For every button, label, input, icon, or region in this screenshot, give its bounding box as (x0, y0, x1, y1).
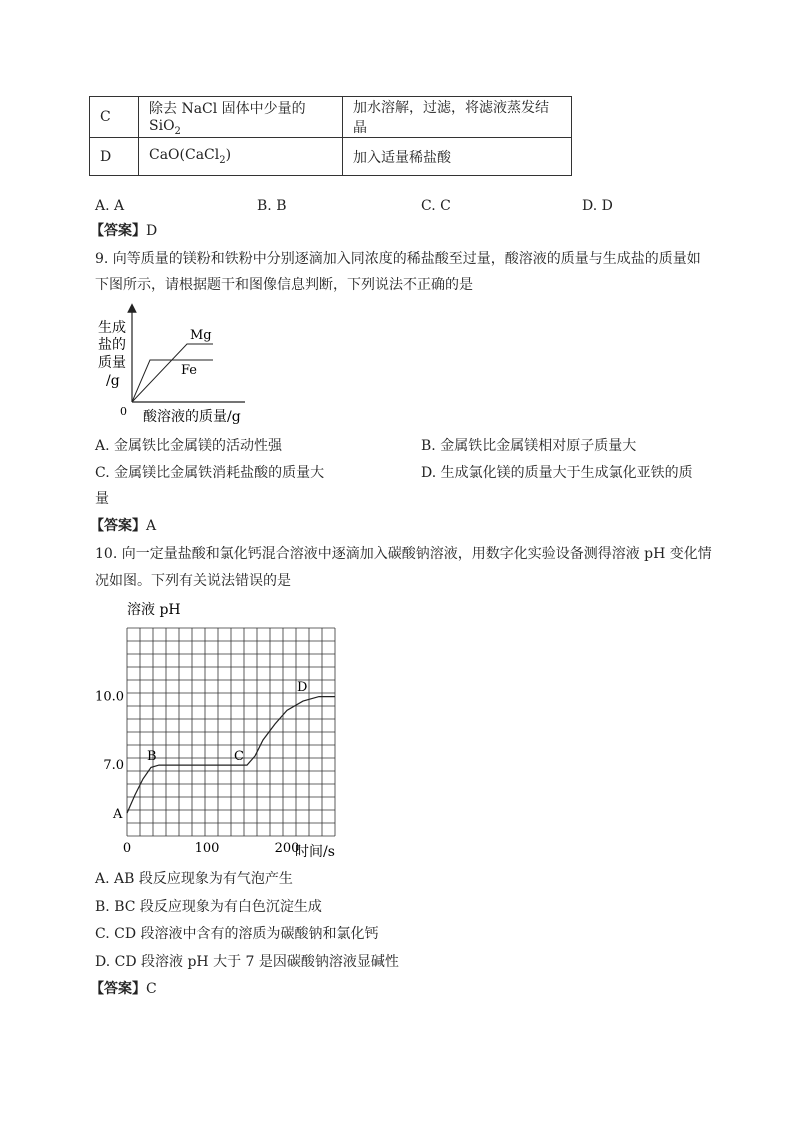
tick-labels (95, 690, 299, 856)
option-cell: C (90, 97, 139, 138)
q9-choice-d: D. 生成氯化镁的质量大于生成氯化亚铁的质 (421, 465, 693, 481)
method-cell: 加入适量稀盐酸 (343, 138, 572, 176)
x-tick-label: 100 (194, 841, 220, 856)
y-label-4: /g (106, 373, 120, 389)
q10-choice-d: D. CD 段溶液 pH 大于 7 是因碳酸钠溶液显碱性 (95, 954, 399, 970)
x-axis-label: 时间/s (295, 844, 335, 860)
point-label-a: A (113, 807, 123, 823)
option-cell: D (90, 138, 139, 176)
q9-stem-line2: 下图所示，请根据题干和图像信息判断，下列说法不正确的是 (95, 277, 473, 293)
q10-stem-line2: 况如图。下列有关说法错误的是 (95, 573, 291, 589)
y-label-3: 质量 (98, 355, 126, 371)
q8-choice-c: C. C (421, 198, 451, 214)
fe-label: Fe (181, 363, 198, 378)
q8-choice-b: B. B (257, 198, 287, 214)
fe-line (132, 360, 213, 402)
q9-choice-d-cont: 量 (95, 491, 109, 507)
q8-answer: 【答案】D (90, 223, 158, 239)
x-label: 酸溶液的质量/g (143, 409, 241, 425)
q10-choice-c: C. CD 段溶液中含有的溶质为碳酸钠和氯化钙 (95, 926, 379, 942)
origin-label: 0 (120, 405, 127, 418)
q10-choice-b: B. BC 段反应现象为有白色沉淀生成 (95, 899, 322, 915)
item-cell: 除去 NaCl 固体中少量的 SiO$_2$ (139, 97, 343, 138)
y-tick-label: 7.0 (103, 758, 124, 774)
q9-answer: 【答案】A (90, 518, 157, 534)
y-label-2: 盐的 (98, 337, 126, 353)
point-label-b: B (147, 749, 157, 765)
q9-choice-b: B. 金属铁比金属镁相对原子质量大 (421, 438, 637, 454)
x-tick-label: 200 (274, 841, 300, 856)
point-label-d: D (297, 680, 308, 696)
q9-graph (95, 302, 255, 427)
q9-choice-c: C. 金属镁比金属铁消耗盐酸的质量大 (95, 465, 325, 481)
y-label-1: 生成 (98, 320, 126, 336)
ph-chart (95, 598, 355, 860)
table-row (90, 138, 572, 176)
q9-choice-a: A. 金属铁比金属镁的活动性强 (95, 438, 283, 454)
point-label-c: C (234, 749, 244, 765)
q8-choice-d: D. D (582, 198, 613, 214)
q10-stem-line1: 10. 向一定量盐酸和氯化钙混合溶液中逐滴加入碳酸钠溶液，用数字化实验设备测得溶液 pH 变化情 (95, 546, 712, 562)
q9-stem-line1: 9. 向等质量的镁粉和铁粉中分别逐滴加入同浓度的稀盐酸至过量，酸溶液的质量与生成盐的质量如 (95, 251, 701, 267)
q10-answer: 【答案】C (90, 981, 157, 997)
x-tick-label: 0 (122, 841, 132, 856)
q8-choice-a: A. A (95, 198, 125, 214)
table-row (90, 97, 572, 138)
item-cell: CaO(CaCl$_2$) (139, 138, 343, 176)
method-cell: 加水溶解，过滤，将滤液蒸发结晶 (343, 97, 572, 138)
q10-choice-a: A. AB 段反应现象为有气泡产生 (95, 871, 293, 887)
chart-grid (127, 628, 335, 836)
point-labels (112, 680, 307, 822)
y-tick-label: 10.0 (95, 689, 124, 705)
chart-title: 溶液 pH (127, 602, 181, 618)
options-table (89, 96, 572, 176)
mg-label: Mg (190, 328, 212, 343)
